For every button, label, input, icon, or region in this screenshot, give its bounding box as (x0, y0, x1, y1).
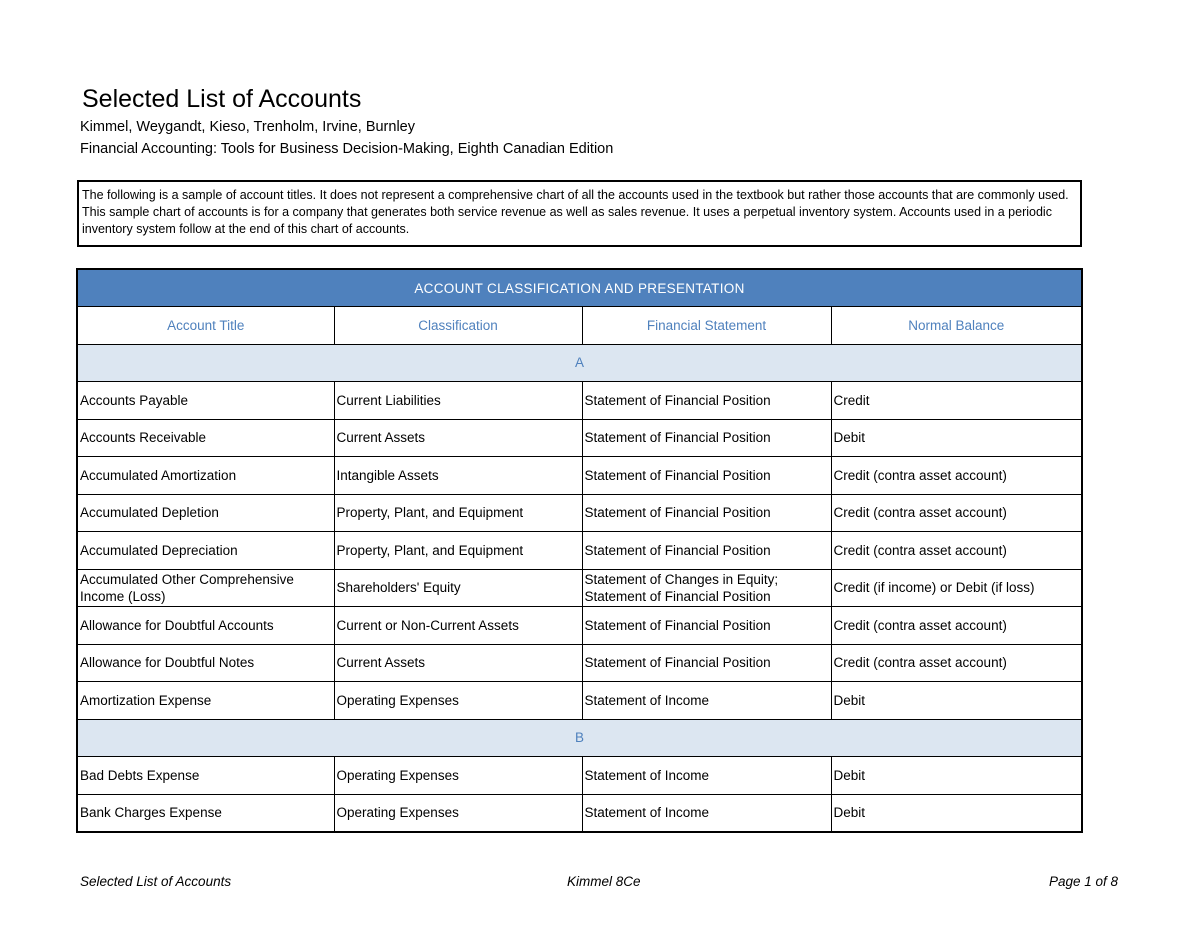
financial-statement-cell: Statement of Financial Position (582, 644, 831, 682)
normal-balance-cell: Credit (contra asset account) (831, 607, 1082, 645)
footer-page-number: Page 1 of 8 (1048, 874, 1118, 889)
financial-statement-cell: Statement of Financial Position (582, 457, 831, 495)
column-header-account-title: Account Title (77, 307, 334, 345)
normal-balance-cell: Credit (if income) or Debit (if loss) (831, 569, 1082, 607)
section-row-b (77, 719, 1082, 757)
normal-balance-cell: Debit (831, 419, 1082, 457)
table-row (77, 757, 1082, 795)
table-main-header-row (77, 269, 1082, 307)
financial-statement-cell: Statement of Changes in Equity; Statement of Financial Position (582, 569, 831, 607)
account-title-cell: Allowance for Doubtful Accounts (77, 607, 334, 645)
column-header-financial-statement: Financial Statement (582, 307, 831, 345)
classification-cell: Current Liabilities (334, 382, 582, 420)
account-title-cell: Accumulated Other Comprehensive Income (Loss) (77, 569, 334, 607)
financial-statement-cell: Statement of Financial Position (582, 607, 831, 645)
account-title-cell: Allowance for Doubtful Notes (77, 644, 334, 682)
accounts-table (76, 268, 1083, 833)
classification-cell: Current or Non-Current Assets (334, 607, 582, 645)
classification-cell: Property, Plant, and Equipment (334, 532, 582, 570)
classification-cell: Current Assets (334, 419, 582, 457)
normal-balance-cell: Debit (831, 682, 1082, 720)
account-title-cell: Accumulated Depletion (77, 494, 334, 532)
classification-cell: Operating Expenses (334, 794, 582, 832)
intro-note-box: The following is a sample of account titles. It does not represent a comprehensive chart of all the accounts used in the textbook but rather those accounts that are commonly used. This sample chart of accounts is for a company that generates both service revenue as well as sales revenue. It uses a perpetual inventory system. Accounts used in a periodic inventory system follow at the end of this chart of accounts. (77, 180, 1082, 247)
table-row (77, 644, 1082, 682)
table-row (77, 532, 1082, 570)
classification-cell: Operating Expenses (334, 757, 582, 795)
footer-document-title: Selected List of Accounts (80, 874, 232, 889)
classification-cell: Shareholders' Equity (334, 569, 582, 607)
account-title-cell: Accounts Payable (77, 382, 334, 420)
financial-statement-cell: Statement of Income (582, 682, 831, 720)
normal-balance-cell: Credit (contra asset account) (831, 457, 1082, 495)
account-title-cell: Accounts Receivable (77, 419, 334, 457)
classification-cell: Current Assets (334, 644, 582, 682)
table-heading: ACCOUNT CLASSIFICATION AND PRESENTATION (77, 269, 1082, 307)
table-row (77, 794, 1082, 832)
table-row (77, 419, 1082, 457)
financial-statement-cell: Statement of Financial Position (582, 532, 831, 570)
classification-cell: Intangible Assets (334, 457, 582, 495)
column-header-classification: Classification (334, 307, 582, 345)
section-letter: B (77, 719, 1082, 757)
table-row (77, 682, 1082, 720)
normal-balance-cell: Debit (831, 757, 1082, 795)
financial-statement-cell: Statement of Income (582, 757, 831, 795)
page-title: Selected List of Accounts (82, 85, 362, 113)
financial-statement-cell: Statement of Income (582, 794, 831, 832)
normal-balance-cell: Credit (contra asset account) (831, 532, 1082, 570)
normal-balance-cell: Credit (contra asset account) (831, 494, 1082, 532)
account-title-cell: Bad Debts Expense (77, 757, 334, 795)
account-title-cell: Bank Charges Expense (77, 794, 334, 832)
column-header-normal-balance: Normal Balance (831, 307, 1082, 345)
book-title-line: Financial Accounting: Tools for Business Decision-Making, Eighth Canadian Edition (80, 141, 614, 157)
normal-balance-cell: Credit (831, 382, 1082, 420)
normal-balance-cell: Debit (831, 794, 1082, 832)
account-title-cell: Amortization Expense (77, 682, 334, 720)
authors-line: Kimmel, Weygandt, Kieso, Trenholm, Irvine, Burnley (80, 119, 415, 135)
financial-statement-cell: Statement of Financial Position (582, 494, 831, 532)
table-row (77, 569, 1082, 607)
table-row (77, 457, 1082, 495)
footer-edition: Kimmel 8Ce (567, 874, 641, 889)
table-row (77, 382, 1082, 420)
account-title-cell: Accumulated Amortization (77, 457, 334, 495)
normal-balance-cell: Credit (contra asset account) (831, 644, 1082, 682)
financial-statement-cell: Statement of Financial Position (582, 382, 831, 420)
section-letter: A (77, 344, 1082, 382)
section-row-a (77, 344, 1082, 382)
classification-cell: Property, Plant, and Equipment (334, 494, 582, 532)
table-row (77, 494, 1082, 532)
column-header-row (77, 307, 1082, 345)
financial-statement-cell: Statement of Financial Position (582, 419, 831, 457)
table-row (77, 607, 1082, 645)
classification-cell: Operating Expenses (334, 682, 582, 720)
account-title-cell: Accumulated Depreciation (77, 532, 334, 570)
